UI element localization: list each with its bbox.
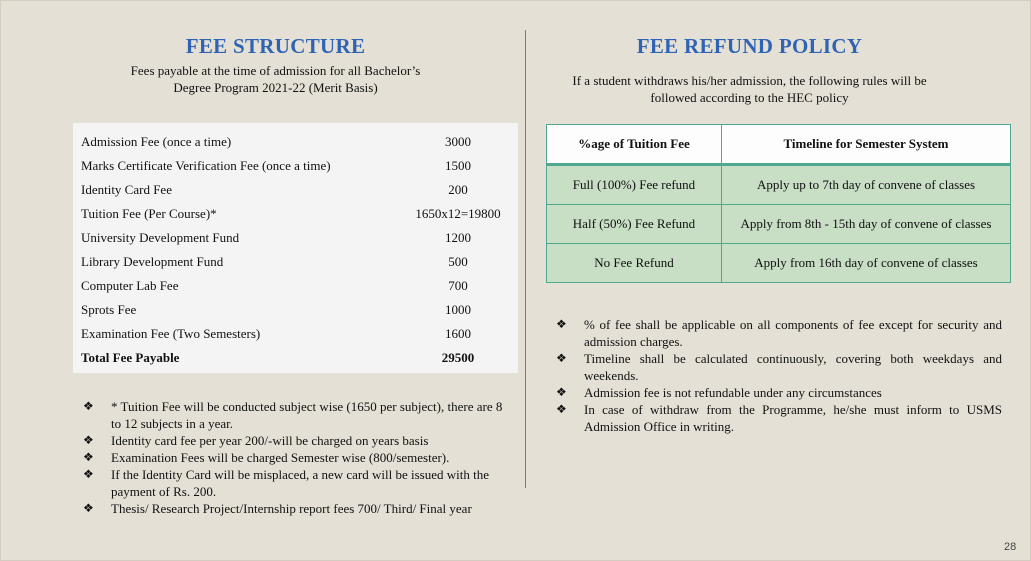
refund-timeline: Apply up to 7th day of convene of classes [722, 165, 1011, 205]
fee-note-text: Identity card fee per year 200/-will be charged on years basis [111, 433, 429, 448]
fee-row [73, 130, 518, 154]
fee-note-text: Examination Fees will be charged Semester wise (800/semester). [111, 450, 450, 465]
refund-note-text: Admission fee is not refundable under any circumstances [584, 385, 882, 400]
diamond-bullet-icon: ❖ [83, 399, 94, 413]
subtitle-line-2: Degree Program 2021-22 (Merit Basis) [173, 80, 378, 95]
header-timeline: Timeline for Semester System [722, 125, 1011, 165]
refund-timeline: Apply from 8th - 15th day of convene of classes [722, 205, 1011, 244]
diamond-bullet-icon: ❖ [83, 501, 94, 515]
refund-notes-list [556, 316, 1002, 435]
fee-row [73, 202, 518, 226]
fee-structure-subtitle [73, 62, 478, 96]
fee-name: Tuition Fee (Per Course)* [81, 206, 217, 221]
fee-total-label: Total Fee Payable [81, 350, 180, 365]
fee-row [73, 298, 518, 322]
refund-type: Full (100%) Fee refund [547, 165, 722, 205]
fee-note [83, 398, 505, 432]
refund-note-text: In case of withdraw from the Programme, he/she must inform to USMS Admission Office in writing. [584, 402, 1002, 434]
fee-notes-list [83, 398, 505, 517]
fee-row [73, 178, 518, 202]
fee-name: Admission Fee (once a time) [81, 134, 232, 149]
fee-value: 3000 [445, 134, 471, 149]
intro-line-1: If a student withdraws his/her admission, the following rules will be [572, 73, 927, 88]
fee-name: Marks Certificate Verification Fee (once a time) [81, 158, 331, 173]
diamond-bullet-icon: ❖ [556, 402, 567, 416]
fee-value: 1200 [445, 230, 471, 245]
fee-table [73, 123, 518, 373]
diamond-bullet-icon: ❖ [83, 433, 94, 447]
fee-row [73, 154, 518, 178]
refund-note [556, 316, 1002, 350]
refund-policy-title: FEE REFUND POLICY [636, 34, 863, 58]
fee-name: Examination Fee (Two Semesters) [81, 326, 261, 341]
refund-note [556, 384, 1002, 401]
fee-value: 1650x12=19800 [415, 206, 501, 221]
fee-note [83, 432, 505, 449]
refund-note-text: Timeline shall be calculated continuously, covering both weekdays and weekends. [584, 351, 1002, 383]
refund-type: Half (50%) Fee Refund [547, 205, 722, 244]
fee-value: 1000 [445, 302, 471, 317]
diamond-bullet-icon: ❖ [556, 351, 567, 365]
fee-row [73, 250, 518, 274]
refund-table-header [547, 125, 1011, 165]
fee-total-row [73, 346, 518, 370]
fee-note [83, 449, 505, 466]
diamond-bullet-icon: ❖ [83, 467, 94, 481]
refund-note-text: % of fee shall be applicable on all components of fee except for security and admission charges. [584, 317, 1002, 349]
fee-note [83, 466, 505, 500]
refund-note [556, 401, 1002, 435]
fee-note-text: Thesis/ Research Project/Internship report fees 700/ Third/ Final year [111, 501, 472, 516]
fee-name: Computer Lab Fee [81, 278, 179, 293]
fee-value: 700 [448, 278, 468, 293]
diamond-bullet-icon: ❖ [556, 385, 567, 399]
fee-name: Library Development Fund [81, 254, 224, 269]
diamond-bullet-icon: ❖ [556, 317, 567, 331]
fee-row [73, 226, 518, 250]
refund-note [556, 350, 1002, 384]
fee-value: 200 [448, 182, 468, 197]
fee-name: Sprots Fee [81, 302, 137, 317]
fee-value: 500 [448, 254, 468, 269]
fee-note [83, 500, 505, 517]
refund-row [547, 244, 1011, 283]
refund-table [546, 124, 1011, 283]
refund-policy-intro [536, 72, 963, 106]
fee-structure-title: FEE STRUCTURE [185, 34, 366, 58]
column-divider [525, 30, 526, 488]
refund-timeline: Apply from 16th day of convene of classes [722, 244, 1011, 283]
refund-type: No Fee Refund [547, 244, 722, 283]
fee-row [73, 322, 518, 346]
fee-name: University Development Fund [81, 230, 240, 245]
refund-row [547, 165, 1011, 205]
refund-row [547, 205, 1011, 244]
header-tuition-fee: %age of Tuition Fee [547, 125, 722, 165]
fee-value: 1600 [445, 326, 471, 341]
subtitle-line-1: Fees payable at the time of admission for all Bachelor’s [130, 63, 421, 78]
page-number: 28 [1004, 541, 1017, 553]
fee-value: 1500 [445, 158, 471, 173]
fee-row [73, 274, 518, 298]
fee-total-value: 29500 [441, 350, 475, 365]
fee-note-text: * Tuition Fee will be conducted subject wise (1650 per subject), there are 8 to 12 subjects in a year. [111, 399, 503, 431]
fee-name: Identity Card Fee [81, 182, 172, 197]
diamond-bullet-icon: ❖ [83, 450, 94, 464]
intro-line-2: followed according to the HEC policy [650, 90, 849, 105]
fee-note-text: If the Identity Card will be misplaced, a new card will be issued with the payment of Rs. 200. [111, 467, 489, 499]
